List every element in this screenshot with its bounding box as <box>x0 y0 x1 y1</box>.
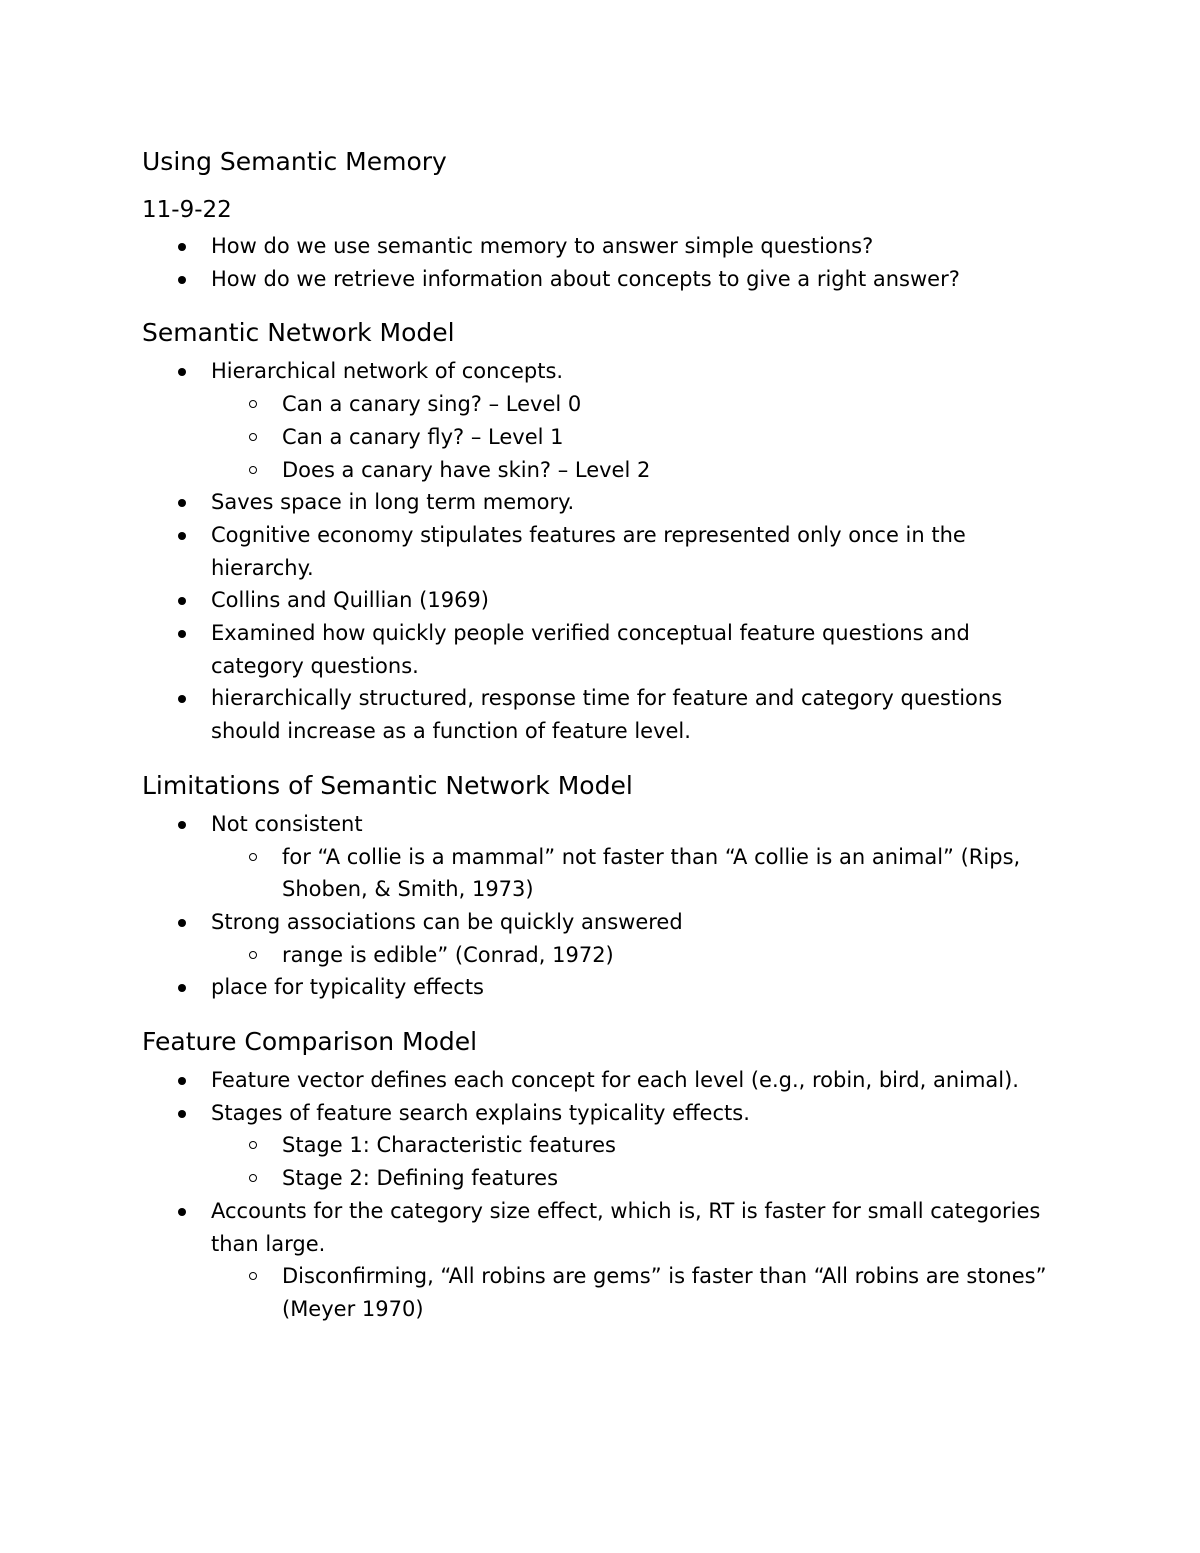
section-heading-limitations: Limitations of Semantic Network Model <box>142 770 633 800</box>
sub-list <box>211 939 1062 972</box>
intro-list <box>142 230 1062 295</box>
section-list <box>142 808 1062 1004</box>
bullet-dot-icon <box>178 368 186 376</box>
list-item: How do we use semantic memory to answer simple questions? <box>142 230 1062 263</box>
bullet-circle-icon <box>249 951 257 959</box>
bullet-dot-icon <box>178 695 186 703</box>
bullet-circle-icon <box>249 1174 257 1182</box>
bullet-dot-icon <box>178 499 186 507</box>
list-item: Cognitive economy stipulates features are represented only once in the hierarchy. <box>142 519 1062 584</box>
list-item: Feature vector defines each concept for each level (e.g., robin, bird, animal). <box>142 1064 1062 1097</box>
list-item: place for typicality effects <box>142 971 1062 1004</box>
section-list <box>142 355 1062 747</box>
section-heading-feature-comparison: Feature Comparison Model <box>142 1027 478 1057</box>
bullet-circle-icon <box>249 1272 257 1280</box>
bullet-dot-icon <box>178 276 186 284</box>
sub-list <box>211 841 1062 906</box>
bullet-circle-icon <box>249 400 257 408</box>
bullet-dot-icon <box>178 984 186 992</box>
page-title: Using Semantic Memory <box>142 147 447 176</box>
list-item: Collins and Quillian (1969) <box>142 584 1062 617</box>
bullet-dot-icon <box>178 597 186 605</box>
list-item: Accounts for the category size effect, which is, RT is faster for small categories than large. Disconfirming, “All robins are gems” is faster than “All robins are stones” (Meyer 1970) <box>142 1195 1062 1326</box>
list-item: How do we retrieve information about concepts to give a right answer? <box>142 263 1062 296</box>
bullet-circle-icon <box>249 433 257 441</box>
list-item: Saves space in long term memory. <box>142 486 1062 519</box>
bullet-dot-icon <box>178 1208 186 1216</box>
bullet-dot-icon <box>178 630 186 638</box>
list-item: Stages of feature search explains typicality effects. Stage 1: Characteristic features Stage 2: Defining features <box>142 1097 1062 1195</box>
sub-list-item: Stage 1: Characteristic features <box>211 1129 1062 1162</box>
bullet-circle-icon <box>249 1141 257 1149</box>
bullet-circle-icon <box>249 466 257 474</box>
bullet-circle-icon <box>249 853 257 861</box>
list-item: Not consistent for “A collie is a mammal” not faster than “A collie is an animal” (Rips, Shoben, & Smith, 1973) <box>142 808 1062 906</box>
list-item: hierarchically structured, response time for feature and category questions should increase as a function of feature level. <box>142 682 1062 747</box>
sub-list <box>211 1260 1062 1325</box>
bullet-dot-icon <box>178 1110 186 1118</box>
sub-list-item: for “A collie is a mammal” not faster than “A collie is an animal” (Rips, Shoben, & Smith, 1973) <box>211 841 1062 906</box>
list-item: Examined how quickly people verified conceptual feature questions and category questions. <box>142 617 1062 682</box>
sub-list-item: Can a canary sing? – Level 0 <box>211 388 1062 421</box>
document-page <box>142 140 1062 1326</box>
sub-list-item: Can a canary fly? – Level 1 <box>211 421 1062 454</box>
list-item: Hierarchical network of concepts. Can a canary sing? – Level 0 Can a canary fly? – Level 1 Does a canary have skin? – Level 2 <box>142 355 1062 486</box>
bullet-dot-icon <box>178 532 186 540</box>
bullet-dot-icon <box>178 1077 186 1085</box>
bullet-dot-icon <box>178 243 186 251</box>
bullet-dot-icon <box>178 919 186 927</box>
sub-list-item: Disconfirming, “All robins are gems” is faster than “All robins are stones” (Meyer 1970) <box>211 1260 1062 1325</box>
section-heading-semantic-network: Semantic Network Model <box>142 318 455 348</box>
sub-list-item: Does a canary have skin? – Level 2 <box>211 454 1062 487</box>
sub-list-item: range is edible” (Conrad, 1972) <box>211 939 1062 972</box>
sub-list-item: Stage 2: Defining features <box>211 1162 1062 1195</box>
note-date: 11-9-22 <box>142 197 232 223</box>
bullet-dot-icon <box>178 821 186 829</box>
section-list <box>142 1064 1062 1326</box>
list-item: Strong associations can be quickly answered range is edible” (Conrad, 1972) <box>142 906 1062 971</box>
sub-list <box>211 388 1062 486</box>
sub-list <box>211 1129 1062 1194</box>
